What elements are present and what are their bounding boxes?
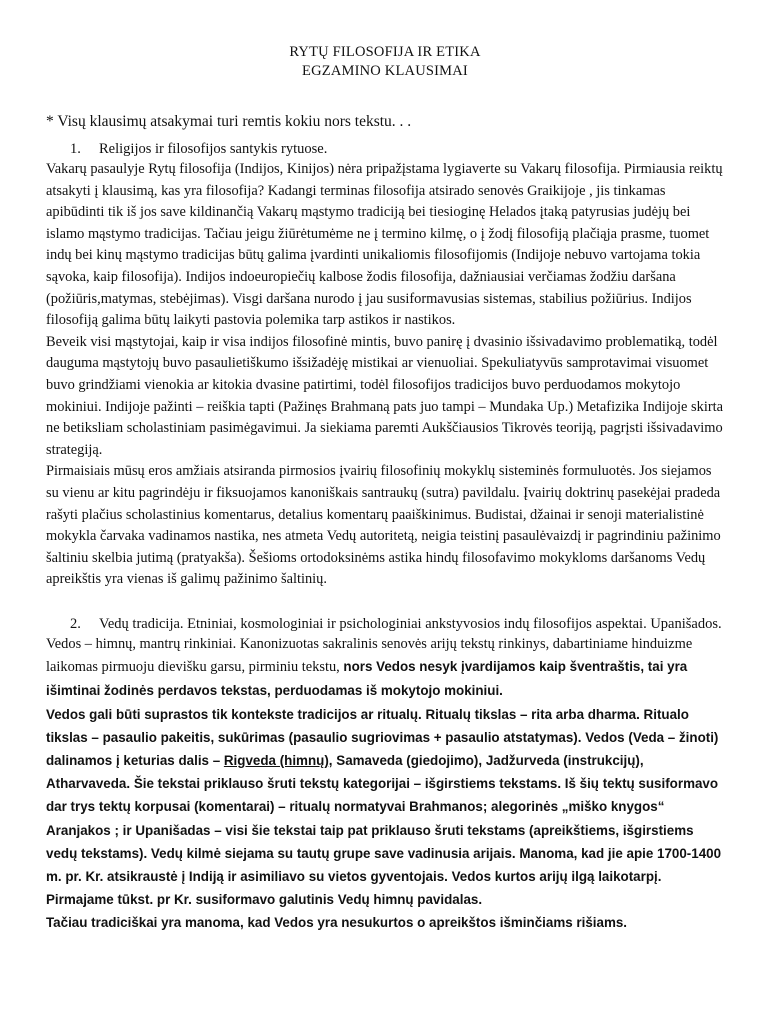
section-1-heading [46,139,724,159]
aranjakos-text: Aranjakos [46,822,111,838]
section-2-body: Vedos gali būti suprastos tik kontekste tradicijos ar ritualų. Ritualų tikslas – rita arba dharma. Ritualo tikslas – pasaulio pakeitis, sukūrimas (pasaulio sugriovimas + pasaulio atstatymas). Vedos (Veda – žinoti) dalinamos į keturias dalis – Rigveda (himnų), Samaveda (giedojimo), Jadžurveda (instrukcijų), Atharvaveda. Šie tekstai priklauso šruti tekstų kategorijai – išgirstiems tekstams. Iš šių tektų susiformavo dar trys tektų korpusai (komentarai) – ritualų normatyvai Brahmanos; alegorinės „miško knygos“ Aranjakos ; ir Upanišadas – visi šie tekstai taip pat priklauso šruti tekstams (apreikštiems, išgirstiems vedų tekstams). Vedų kilmė siejama su tautų grupe save vadinusia arijais. Manoma, kad jie apie 1700-1400 m. pr. Kr. atsikraustė į Indiją ir asimiliavo su vietos gyventojais. Vedos kurtos arijų ilgą laikotarpį. Pirmajame tūkst. pr Kr. susiformavo galutinis Vedų himnų pavidalas. Tačiau tradiciškai yra manoma, kad Vedos yra nesukurtos o apreikštos išminčiams rišiams. [46,706,722,931]
atharvaveda-text: Atharvaveda. [46,776,131,792]
section-1-paragraph-3: Pirmaisiais mūsų eros amžiais atsiranda pirmosios įvairių filosofinių mokyklų sisteminės formuluotės. Jos siejamos su vienu ar kitu pagrindėju ir fiksuojamos kanoniškais santraukų (sutra) pavildalu. Įvairių doktrinų pasekėjai pradeda rašyti plačius scholastinius komentarus, detalius komentarų paaiškinimus. Budistai, džainai ir senoji materialistinė mokykla čarvaka vadinamos nastika, nes atmeta Vedų autoritetą, neigia teistinį pasaulėvaizdį ir pagrindiniu pažinimo šaltiniu skelbia jutimą (pratyakša). Šešioms ortodoksinėms astika hindų filosofavimo mokykloms daršanoms Vedų apreikštis yra vienas iš galimų pažinimo šaltinių. [46,463,721,588]
section-2-text-5: alegorinės „miško knygos“ [491,799,665,815]
section-1-number: 1. [70,141,81,157]
section-2-intro [46,634,724,703]
section-1-title: Religijos ir filosofijos santykis rytuose. [99,141,328,157]
upanisados-text: Upanišadas [135,822,211,838]
jadzurveda-text: Jadžurveda (instrukcijų), [485,753,644,769]
section-2-number: 2. [70,615,81,632]
section-2-text-4: Šie tekstai priklauso šruti tekstų kategorijai – išgirstiems tekstams. Iš šių tektų susiformavo dar trys tektų korpusai (komentarai) – ritualų normatyvai [46,776,719,815]
section-2-text-2: Vedos gali būti suprastos tik kontekste tradicijos ar ritualų. Ritualų tikslas – rita arba dharma. Ritualo tikslas – pasaulio pakeitis, sukūrimas (pasaulio sugriovimas + pasaulio atstatymas). Vedos (Veda – žinoti) dalinamos į keturias dalis – [46,706,719,769]
samaveda-text: Samaveda (giedojimo), [336,753,483,769]
section-2-title: Vedų tradicija. Etniniai, kosmologiniai ir psichologiniai ankstyvosios indų filosofijos aspektai. Upanišados. [99,615,722,632]
section-2-text-8: Tačiau tradiciškai yra manoma, kad Vedos yra nesukurtos o apreikštos išminčiams rišiams. [46,915,628,931]
answer-note: * Visų klausimų atsakymai turi remtis kokiu nors tekstu. . . [46,113,412,130]
section-1-paragraph-1: Vakarų pasaulyje Rytų filosofija (Indijos, Kinijos) nėra pripažįstama lygiaverte su Vakarų filosofija. Pirmiausia reiktų atsakyti į klausimą, kas yra filosofija? Kadangi terminas filosofija atsirado senovės Graikijoje , jis tinkamas apibūdinti tik iš jos save kildinančią Vakarų mąstymo tradiciją bei tiesioginę Helados įtaką patyrusias judėjų bei islamo mąstymo tradicijas. Tačiau jeigu žiūrėtumėme ne į termino kilmę, o į žodį filosofiją plačiąja prasme, tuomet indų bei kinų mąstymo tradicijas būtų galima įvardinti unikaliomis filosofijomis (Indijoje nebuvo vartojama tokia sąvoka, kaip filosofija). Indijos indoeuropiečių kalbose žodis filosofija, dažniausiai verčiamas žodžiu daršana (požiūris,matymas, stebėjimas). Visgi daršana nurodo į jau susiformavusias sistemas, stabilius požiūrius. Indijos filosofiją galima būtų laikyti pastovia polemika tarp astikos ir nastikos. [46,161,723,329]
brahmanos-text: Brahmanos; [409,799,488,815]
section-2-text-7: – visi šie tekstai taip pat priklauso šruti tekstams (apreikštiems, išgirstiems vedų tekstams). Vedų kilmė siejama su tautų grupe save vadinusia arijais. Manoma, kad jie apie 1700-1400 m. pr. Kr. atsikraustė į Indiją ir asimiliavo su vietos gyventojais. Vedos kurtos arijų ilgą laikotarpį. Pirmajame tūkst. pr Kr. susiformavo galutinis Vedų himnų pavidalas. [46,822,722,908]
section-1-paragraph-2: Beveik visi mąstytojai, kaip ir visa indijos filosofinė mintis, buvo panirę į dvasinio išsivadavimo problematiką, todėl dauguma mąstytojų buvo pasaulietiškumo išsižadėję mistikai ar vienuoliai. Spekuliatyvūs samprotavimai visuomet buvo grindžiami vienokia ar kitokia dvasine patirtimi, todėl filosofijos tradicijos buvo perduodamos mokytojo mokiniui. Indijoje pažinti – reiškia tapti (Pažinęs Brahmaną pats juo tampi – Mundaka Up.) Metafizika Indijoje skirta ne betiksliam scholastiniam pasimėgavimui. Ja siekiama paremti Aukščiausios Tikrovės teoriją, pagrįsti išsivadavimo strategiją. [46,333,723,458]
rigveda-link-text: Rigveda (himnų) [223,753,329,769]
document-subtitle: EGZAMINO KLAUSIMAI [302,63,468,79]
document-title: RYTŲ FILOSOFIJA IR ETIKA [289,44,481,60]
section-2-heading [46,614,724,634]
section-2-intro-text: Vedos – himnų, mantrų rinkiniai. Kanonizuotas sakralinis senovės arijų tekstų rinkinys, dabartiniame hinduizme laikomas pirmuoju dievišku garsu, pirminiu tekstu, [46,635,693,676]
section-2-text-1: nors Vedos nesyk įvardijamos kaip šventraštis, tai yra išimtinai žodinės perdavos tekstas, perduodamas iš mokytojo mokiniui. [46,659,688,699]
